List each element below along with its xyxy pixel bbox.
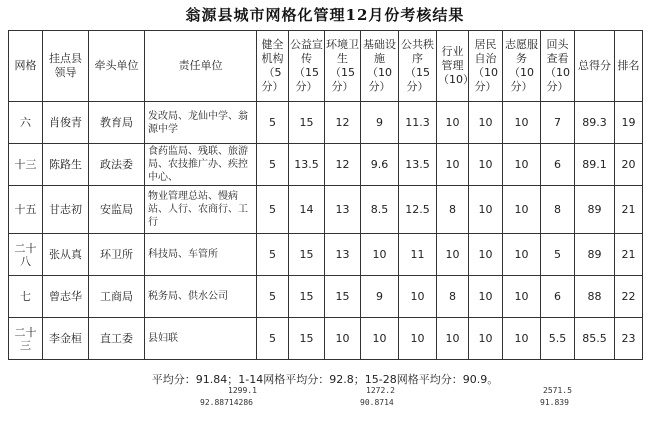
score-cell: 5 [257,318,289,360]
score-cell: 6 [541,144,575,186]
lead-unit-cell: 环卫所 [89,234,145,276]
total-score-cell: 89 [575,186,615,234]
note-value: 2571.5 [543,386,572,395]
page-title: 翁源县城市网格化管理12月份考核结果 [185,6,465,24]
total-score-cell: 88 [575,276,615,318]
score-cell: 10 [437,318,469,360]
score-cell: 10 [469,276,503,318]
column-header: 挂点县领导 [43,31,89,102]
score-cell: 10 [437,102,469,144]
score-cell: 10 [503,234,541,276]
score-cell: 12 [325,102,361,144]
score-cell: 10 [503,102,541,144]
responsible-units-cell: 县妇联 [145,318,257,360]
score-cell: 10 [437,144,469,186]
score-cell: 8 [541,186,575,234]
score-cell: 10 [503,318,541,360]
rank-cell: 22 [615,276,643,318]
column-header: 基础设施（10分） [361,31,399,102]
note-value: 1272.2 [366,386,395,395]
total-score-cell: 89.3 [575,102,615,144]
column-header: 牵头单位 [89,31,145,102]
leader-cell: 甘志初 [43,186,89,234]
column-header: 志愿服务（10分） [503,31,541,102]
column-header: 责任单位 [145,31,257,102]
lead-unit-cell: 政法委 [89,144,145,186]
column-header: 行业管理（10） [437,31,469,102]
column-header: 回头查看（10分） [541,31,575,102]
total-score-cell: 89.1 [575,144,615,186]
average-summary: 平均分：91.84；1-14网格平均分：92.8；15-28网格平均分：90.9。 [151,373,499,386]
note-value: 92.88714286 [200,398,253,407]
score-cell: 10 [503,144,541,186]
rank-cell: 23 [615,318,643,360]
note-value: 91.839 [540,398,569,407]
total-score-cell: 85.5 [575,318,615,360]
score-cell: 14 [289,186,325,234]
grid-cell: 十三 [9,144,43,186]
score-cell: 10 [469,102,503,144]
score-cell: 5 [257,186,289,234]
score-cell: 13.5 [289,144,325,186]
score-cell: 6 [541,276,575,318]
responsible-units-cell: 物业管理总站、慢病站、人行、农商行、工行 [145,186,257,234]
table-row [9,276,643,318]
score-cell: 7 [541,102,575,144]
leader-cell: 曾志华 [43,276,89,318]
score-cell: 5 [257,144,289,186]
score-cell: 12.5 [399,186,437,234]
grid-cell: 七 [9,276,43,318]
score-cell: 10 [361,234,399,276]
table-row [9,102,643,144]
score-cell: 15 [289,318,325,360]
score-cell: 9 [361,102,399,144]
grid-cell: 二十三 [9,318,43,360]
lead-unit-cell: 安监局 [89,186,145,234]
score-cell: 11.3 [399,102,437,144]
score-cell: 10 [469,318,503,360]
grid-cell: 二十八 [9,234,43,276]
score-cell: 12 [325,144,361,186]
header-row [9,31,643,102]
score-cell: 10 [437,234,469,276]
score-cell: 8.5 [361,186,399,234]
score-cell: 11 [399,234,437,276]
score-cell: 13 [325,186,361,234]
score-cell: 5 [541,234,575,276]
lead-unit-cell: 工商局 [89,276,145,318]
score-cell: 9.6 [361,144,399,186]
score-cell: 10 [399,318,437,360]
score-cell: 15 [289,234,325,276]
score-cell: 5 [257,276,289,318]
column-header: 环境卫生（15分） [325,31,361,102]
grid-cell: 十五 [9,186,43,234]
score-cell: 8 [437,276,469,318]
score-cell: 15 [289,276,325,318]
score-cell: 13 [325,234,361,276]
leader-cell: 肖俊青 [43,102,89,144]
score-cell: 5 [257,234,289,276]
column-header: 排名 [615,31,643,102]
score-cell: 10 [503,276,541,318]
table-row [9,144,643,186]
score-cell: 10 [469,186,503,234]
column-header: 居民自治（10分） [469,31,503,102]
grid-cell: 六 [9,102,43,144]
score-cell: 5 [257,102,289,144]
score-cell: 13.5 [399,144,437,186]
table-row [9,318,643,360]
column-header: 公益宣传（15分） [289,31,325,102]
column-header: 健全机构（5分） [257,31,289,102]
table-body [9,102,643,360]
rank-cell: 21 [615,234,643,276]
lead-unit-cell: 教育局 [89,102,145,144]
score-cell: 15 [325,276,361,318]
responsible-units-cell: 食药监局、残联、旅游局、农技推广办、疾控中心、 [145,144,257,186]
note-value: 90.8714 [360,398,394,407]
column-header: 网格 [9,31,43,102]
responsible-units-cell: 税务局、供水公司 [145,276,257,318]
score-cell: 5.5 [541,318,575,360]
table-row [9,234,643,276]
results-table [8,30,643,360]
score-cell: 9 [361,276,399,318]
score-cell: 10 [399,276,437,318]
responsible-units-cell: 发改局、龙仙中学、翁源中学 [145,102,257,144]
rank-cell: 19 [615,102,643,144]
leader-cell: 陈路生 [43,144,89,186]
score-cell: 10 [361,318,399,360]
responsible-units-cell: 科技局、车管所 [145,234,257,276]
column-header: 总得分 [575,31,615,102]
leader-cell: 张从真 [43,234,89,276]
score-cell: 10 [469,234,503,276]
note-value: 1299.1 [228,386,257,395]
rank-cell: 21 [615,186,643,234]
score-cell: 10 [469,144,503,186]
table-row [9,186,643,234]
lead-unit-cell: 直工委 [89,318,145,360]
column-header: 公共秩序（15分） [399,31,437,102]
total-score-cell: 89 [575,234,615,276]
score-cell: 10 [503,186,541,234]
score-cell: 8 [437,186,469,234]
score-cell: 10 [325,318,361,360]
rank-cell: 20 [615,144,643,186]
leader-cell: 李金桓 [43,318,89,360]
score-cell: 15 [289,102,325,144]
